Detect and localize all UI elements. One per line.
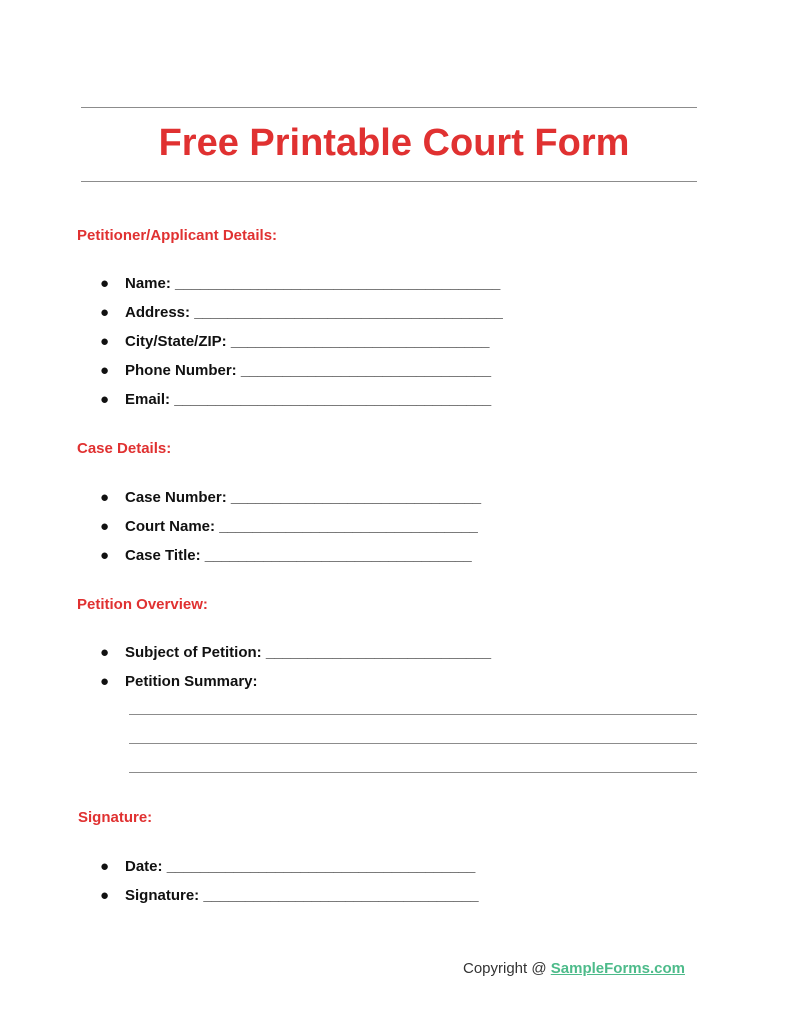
section-heading-signature: Signature: xyxy=(78,809,153,826)
field-summary-label: ● Petition Summary: xyxy=(100,673,258,690)
field-phone[interactable]: ● Phone Number: ______________________________ xyxy=(100,362,492,379)
brand-link[interactable]: SampleForms.com xyxy=(550,960,685,977)
title-bottom-rule xyxy=(81,181,697,182)
field-email[interactable]: ● Email: ______________________________________ xyxy=(100,391,492,408)
title-top-rule xyxy=(81,107,697,108)
section-heading-petition: Petition Overview: xyxy=(77,596,208,613)
field-court-name[interactable]: ● Court Name: _______________________________ xyxy=(100,518,478,535)
page-title: Free Printable Court Form xyxy=(158,122,630,164)
section-heading-petitioner: Petitioner/Applicant Details: xyxy=(77,227,278,244)
section-heading-case: Case Details: xyxy=(77,440,172,457)
summary-line-3[interactable] xyxy=(129,772,697,773)
bullet-icon: ● xyxy=(100,673,110,690)
bullet-icon: ● xyxy=(100,887,110,904)
summary-line-1[interactable] xyxy=(129,714,697,715)
field-date[interactable]: ● Date: _____________________________________ xyxy=(100,858,476,875)
field-case-title[interactable]: ● Case Title: ________________________________ xyxy=(100,547,472,564)
field-name[interactable]: ● Name: _______________________________________ xyxy=(100,275,501,292)
summary-line-2[interactable] xyxy=(129,743,697,744)
bullet-icon: ● xyxy=(100,489,110,506)
bullet-icon: ● xyxy=(100,547,110,564)
field-case-number[interactable]: ● Case Number: ______________________________ xyxy=(100,489,482,506)
bullet-icon: ● xyxy=(100,275,110,292)
bullet-icon: ● xyxy=(100,333,110,350)
field-subject[interactable]: ● Subject of Petition: ___________________________ xyxy=(100,644,492,661)
bullet-icon: ● xyxy=(100,391,110,408)
field-signature[interactable]: ● Signature: _________________________________ xyxy=(100,887,479,904)
bullet-icon: ● xyxy=(100,518,110,535)
bullet-icon: ● xyxy=(100,304,110,321)
bullet-icon: ● xyxy=(100,362,110,379)
field-city-state-zip[interactable]: ● City/State/ZIP: _______________________________ xyxy=(100,333,490,350)
footer-copyright: Copyright @ SampleForms.com xyxy=(463,960,685,977)
bullet-icon: ● xyxy=(100,644,110,661)
field-address[interactable]: ● Address: _____________________________________ xyxy=(100,304,503,321)
bullet-icon: ● xyxy=(100,858,110,875)
